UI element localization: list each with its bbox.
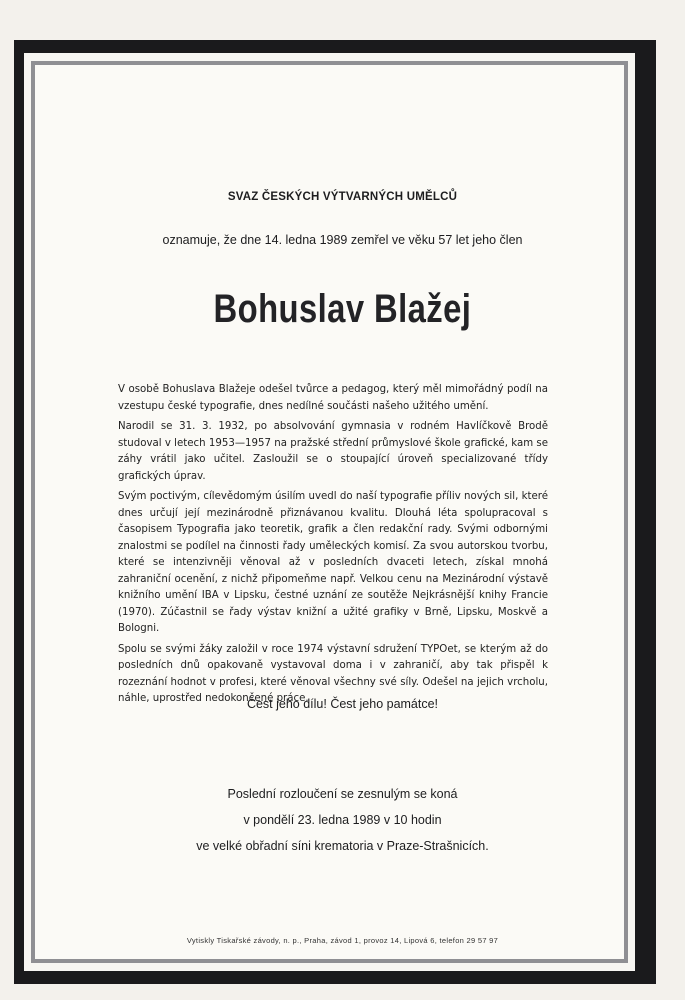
death-announcement: oznamuje, že dne 14. ledna 1989 zemřel ve věku 57 let jeho člen [162,233,523,247]
farewell-info [0,781,685,859]
deceased-name: Bohuslav Blažej [213,287,472,331]
honor-line: Čest jeho dílu! Čest jeho památce! [246,697,439,711]
biography-paragraph: Narodil se 31. 3. 1932, po absolvování gymnasia v rodném Havlíčkově Brodě studoval v letech 1953—1957 na pražské střední průmyslové škole grafické, kam se záhy vrátil jako učitel. Zasloužil se o stoupající úroveň specializované třídy grafických úprav. [118,421,548,482]
organization-title: SVAZ ČESKÝCH VÝTVARNÝCH UMĚLCŮ [227,191,458,203]
printer-imprint: Vytiskly Tiskařské závody, n. p., Praha, závod 1, provoz 14, Lipová 6, telefon 29 57 97 [186,936,499,945]
biography-paragraph: Spolu se svými žáky založil v roce 1974 výstavní sdružení TYPOet, se kterým až do posledních dnů opakovaně vystavoval doma i v zahraničí, aby tak přispěl k rozeznání hodnot v profesi, které věnoval všechny své síly. Odešel na jejich vrcholu, náhle, uprostřed nedokončené práce. [118,643,548,704]
farewell-place: ve velké obřadní síni krematoria v Praze-Strašnicích. [196,839,489,853]
farewell-date: v pondělí 23. ledna 1989 v 10 hodin [243,813,442,827]
biography-paragraph: Svým poctivým, cílevědomým úsilím uvedl do naší typografie příliv nových sil, které dnes určují její mezinárodně přiznávanou kvalitu. Dlouhá léta spolupracoval s časopisem Typografia jako teoretik, grafik a člen redakční rady. Svými odbornými znalostmi se podílel na činnosti řady uměleckých komisí. Za svou autorskou tvorbu, které se intenzivněji věnoval až v posledních dvaceti letech, získal mnohá zahraniční ocenění, z nichž připomeňme např. Velkou cenu na Mezinárodní výstavě knižního umění IBA v Lipsku, čestné uznání ze soutěže Nejkrásnější knihy Francie (1970). Zúčastnil se řady výstav knižní a užité grafiky v Brně, Lipsku, Moskvě a Bologni. [118,491,548,634]
biography-paragraph: V osobě Bohuslava Blažeje odešel tvůrce a pedagog, který měl mimořádný podíl na vzestupu české typografie, dnes nedílné součásti našeho užitého umění. [118,384,548,412]
biography [118,382,548,712]
farewell-line: Poslední rozloučení se zesnulým se koná [227,787,458,801]
